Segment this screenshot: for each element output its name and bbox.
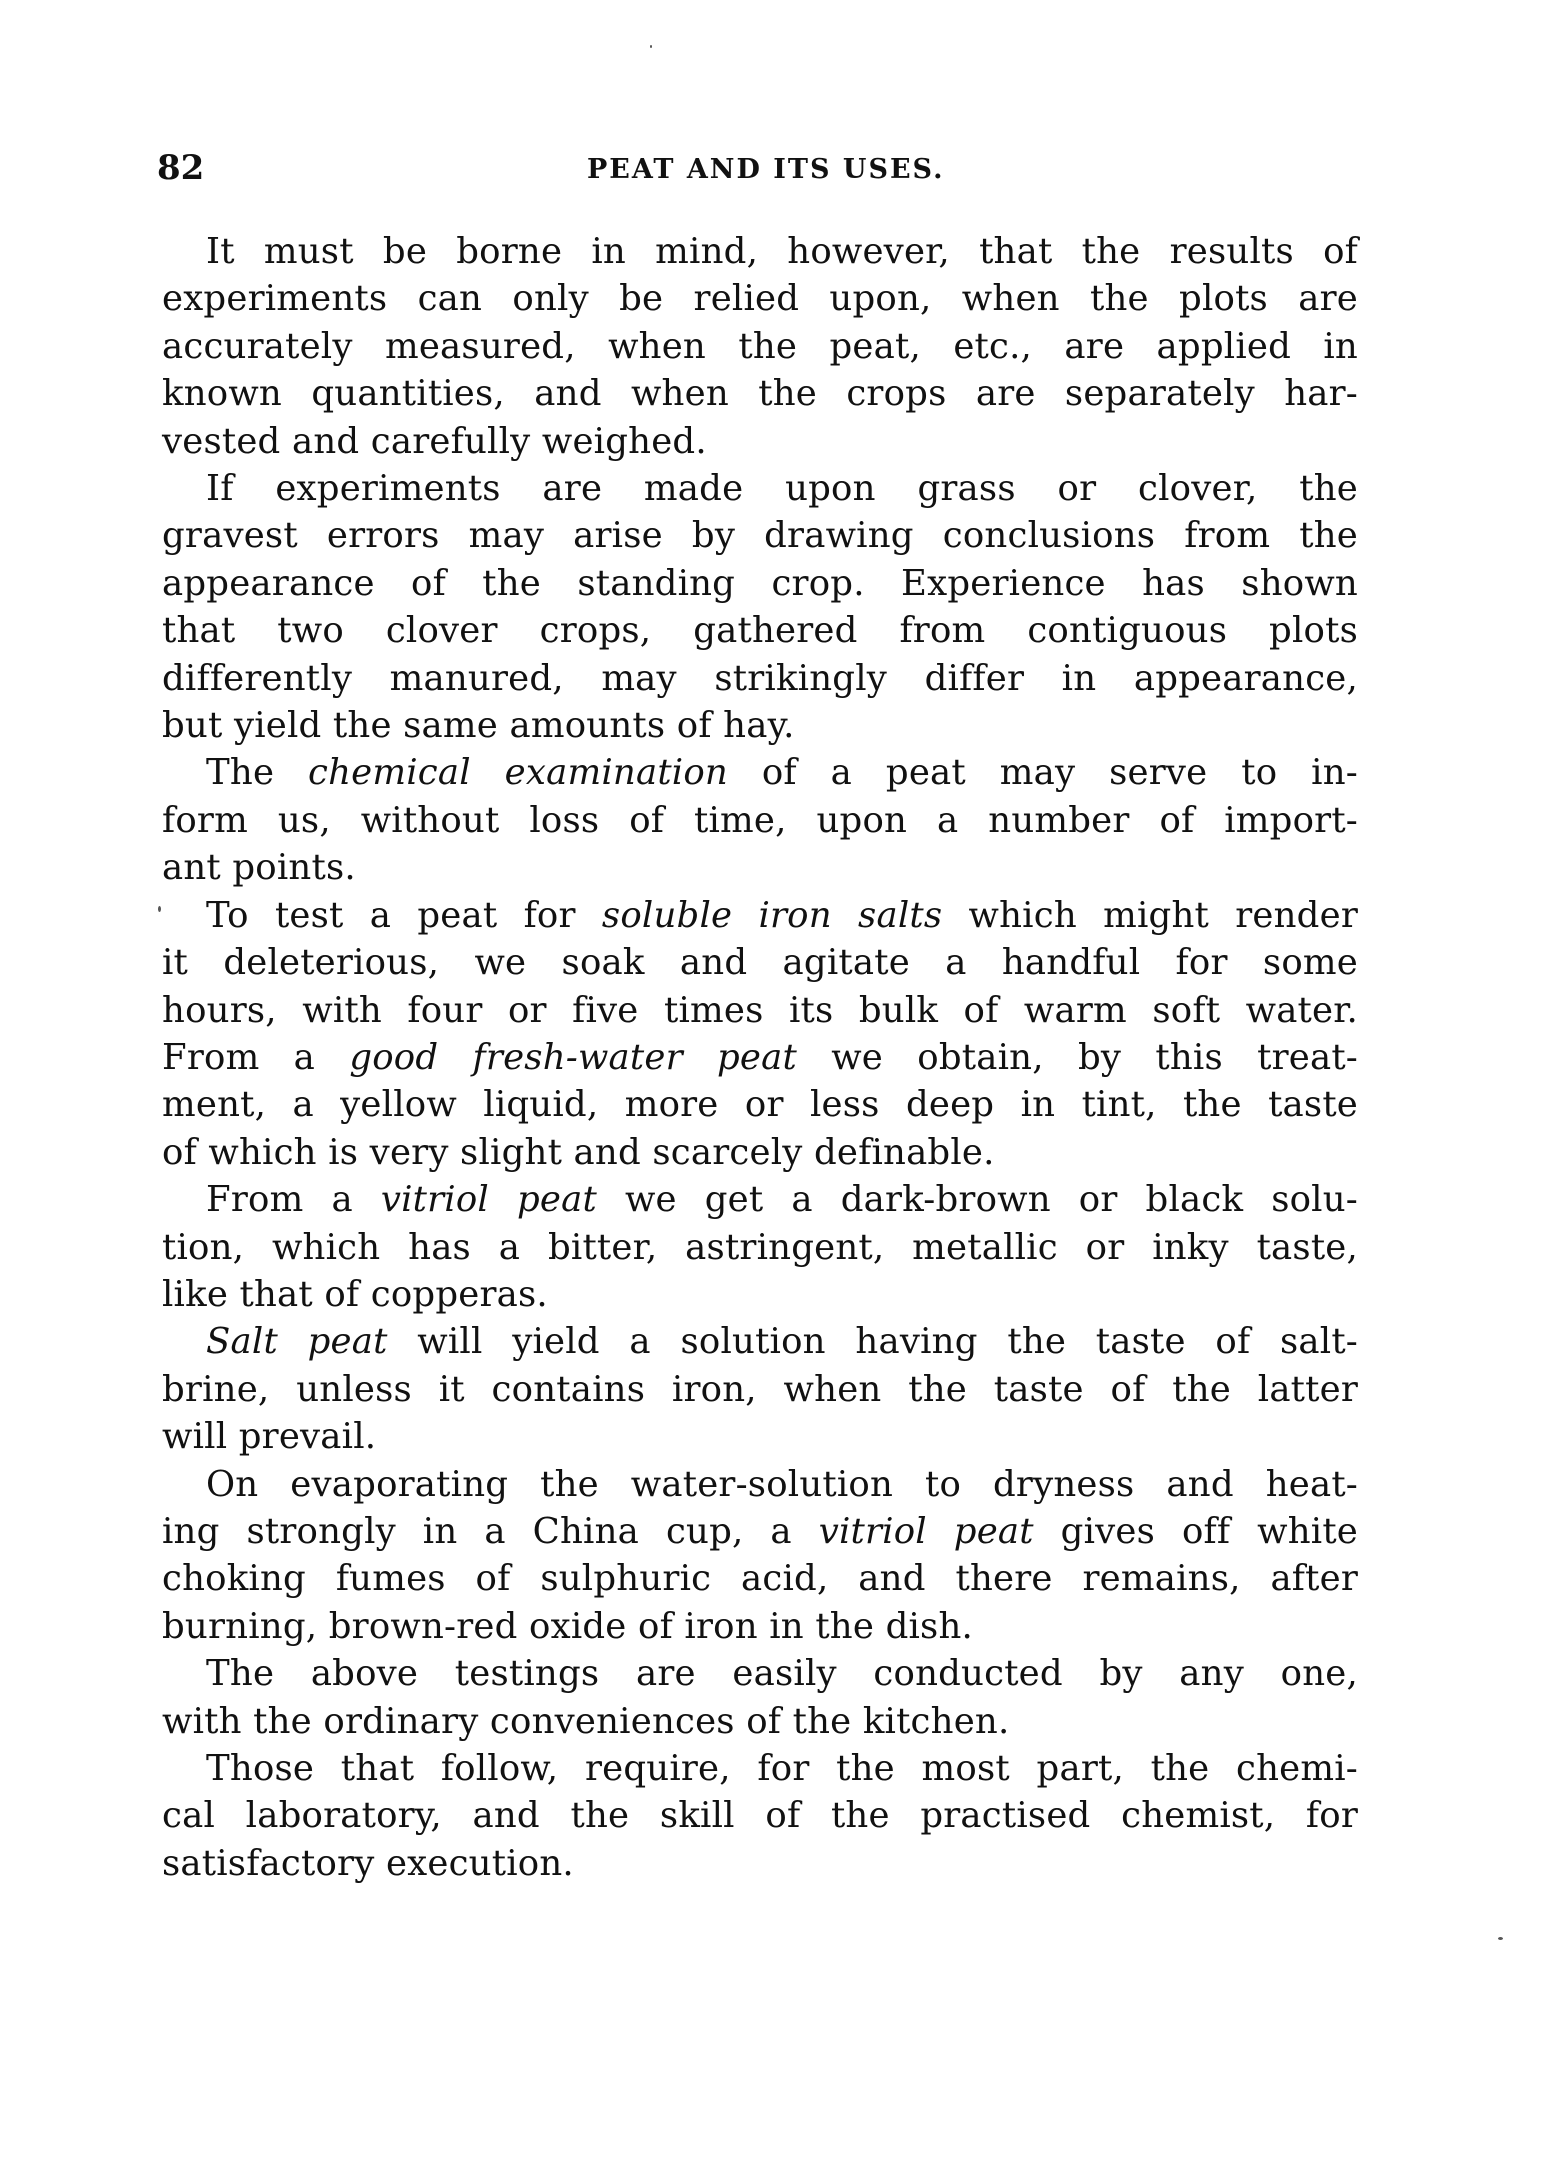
text-run: appearance of the standing crop. Experience has shown: [162, 562, 1358, 604]
scan-speck: [1498, 1937, 1503, 1940]
text-run: ing strongly in a China cup, a: [162, 1510, 819, 1552]
text-line: [162, 939, 1358, 986]
text-run: From a: [206, 1179, 381, 1221]
text-line: [162, 1271, 1358, 1318]
text-line: [162, 1461, 1358, 1508]
text-line: [162, 1698, 1358, 1745]
text-run: of which is very slight and scarcely definable.: [162, 1131, 995, 1173]
paragraph: [162, 749, 1358, 891]
text-run: we get a dark-brown or black solu-: [596, 1179, 1358, 1221]
text-run: will prevail.: [162, 1416, 377, 1458]
page-number: 82: [157, 148, 205, 188]
text-line: [162, 1366, 1358, 1413]
text-run: The above testings are easily conducted by any one,: [206, 1653, 1358, 1695]
text-line: [162, 1413, 1358, 1460]
text-run: The: [206, 752, 309, 794]
text-line: [162, 1840, 1358, 1887]
scan-speck: [650, 45, 652, 48]
text-run: but yield the same amounts of hay.: [162, 705, 795, 747]
text-line: [162, 1129, 1358, 1176]
text-run: It must be borne in mind, however, that the results of: [206, 231, 1358, 272]
text-line: [162, 560, 1358, 607]
text-run: ment, a yellow liquid, more or less deep in tint, the taste: [162, 1084, 1358, 1126]
italic-phrase: chemical examination: [308, 752, 728, 794]
body-text: [162, 228, 1358, 1887]
text-line: [162, 370, 1358, 417]
text-run: From a: [162, 1036, 350, 1078]
text-line: [162, 512, 1358, 559]
text-line: [162, 1508, 1358, 1555]
running-title: PEAT AND ITS USES.: [587, 154, 945, 185]
text-run: with the ordinary conveniences of the kitchen.: [162, 1700, 1010, 1742]
text-run: that two clover crops, gathered from contiguous plots: [162, 610, 1358, 652]
text-line: [162, 844, 1358, 891]
text-run: will yield a solution having the taste of salt-: [387, 1321, 1359, 1363]
italic-phrase: vitriol peat: [380, 1179, 597, 1221]
text-line: [162, 275, 1358, 322]
italic-phrase: Salt peat: [206, 1321, 388, 1363]
text-run: like that of copperas.: [162, 1273, 548, 1315]
text-run: we obtain, by this treat-: [796, 1036, 1358, 1078]
text-line: [162, 1224, 1358, 1271]
text-line: [162, 418, 1358, 465]
text-run: cal laboratory, and the skill of the practised chemist, for: [162, 1795, 1358, 1837]
text-line: [162, 1792, 1358, 1839]
text-line: [162, 1555, 1358, 1602]
running-head: [157, 148, 1357, 188]
text-run: differently manured, may strikingly differ in appearance,: [162, 657, 1358, 699]
text-line: [162, 987, 1358, 1034]
text-line: [162, 1603, 1358, 1650]
text-run: vested and carefully weighed.: [162, 420, 707, 462]
paragraph: [162, 1745, 1358, 1887]
text-line: [162, 323, 1358, 370]
text-run: Those that follow, require, for the most part, the chemi-: [206, 1748, 1358, 1789]
paragraph: [162, 1176, 1358, 1318]
paragraph: [162, 892, 1358, 1176]
text-line: [162, 1176, 1358, 1223]
text-line: [162, 1318, 1358, 1365]
italic-phrase: vitriol peat: [818, 1510, 1034, 1552]
text-run: To test a peat for: [206, 894, 602, 936]
italic-phrase: soluble iron salts: [601, 894, 943, 936]
text-run: known quantities, and when the crops are separately har-: [162, 373, 1358, 415]
italic-phrase: good fresh-water peat: [349, 1036, 797, 1078]
text-line: [162, 797, 1358, 844]
text-run: On evaporating the water-solution to dryness and heat-: [206, 1463, 1358, 1505]
text-run: choking fumes of sulphuric acid, and there remains, after: [162, 1558, 1358, 1600]
text-run: ant points.: [162, 847, 356, 889]
paragraph: [162, 1461, 1358, 1651]
text-line: [162, 702, 1358, 749]
text-line: [162, 655, 1358, 702]
text-line: [162, 1081, 1358, 1128]
text-line: [162, 892, 1358, 939]
text-run: accurately measured, when the peat, etc., are applied in: [162, 325, 1358, 367]
text-line: [162, 465, 1358, 512]
text-run: it deleterious, we soak and agitate a handful for some: [162, 942, 1358, 984]
paragraph: [162, 228, 1358, 465]
paragraph: [162, 1650, 1358, 1745]
text-run: brine, unless it contains iron, when the taste of the latter: [162, 1368, 1358, 1410]
text-line: [162, 1034, 1358, 1081]
text-run: gives off white: [1033, 1510, 1359, 1552]
text-line: [162, 1650, 1358, 1697]
text-run: satisfactory execution.: [162, 1842, 574, 1884]
text-run: tion, which has a bitter, astringent, metallic or inky taste,: [162, 1226, 1358, 1268]
text-run: of a peat may serve to in-: [727, 752, 1358, 794]
paragraph: [162, 1318, 1358, 1460]
text-run: which might render: [942, 894, 1358, 936]
text-run: gravest errors may arise by drawing conclusions from the: [162, 515, 1358, 557]
text-run: experiments can only be relied upon, when the plots are: [162, 278, 1358, 320]
text-line: [162, 1745, 1358, 1792]
text-run: form us, without loss of time, upon a number of import-: [162, 799, 1358, 841]
text-line: [162, 607, 1358, 654]
paragraph: [162, 465, 1358, 749]
text-run: burning, brown-red oxide of iron in the dish.: [162, 1605, 974, 1647]
scan-speck: [158, 906, 161, 912]
text-run: If experiments are made upon grass or clover, the: [206, 468, 1358, 510]
text-line: [162, 749, 1358, 796]
text-line: [162, 228, 1358, 275]
text-run: hours, with four or five times its bulk of warm soft water.: [162, 989, 1358, 1031]
